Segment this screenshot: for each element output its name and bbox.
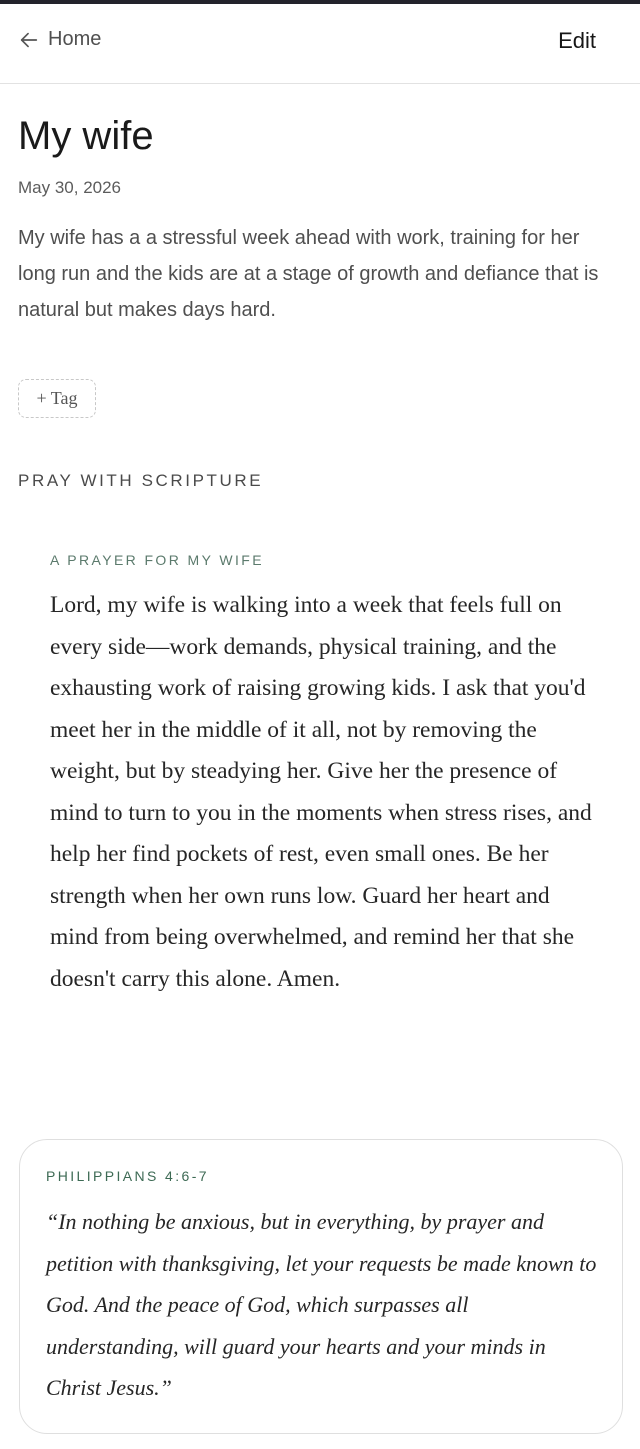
- back-home-link[interactable]: [18, 28, 101, 51]
- top-nav-bar: [0, 4, 640, 84]
- page-title: My wife: [18, 114, 154, 158]
- scripture-reference: PHILIPPIANS 4:6-7: [46, 1168, 209, 1184]
- prayer-text: Lord, my wife is walking into a week that feels full on every side—work demands, physical training, and the exhausting work of raising growing kids. I ask that you'd meet her in the middle of it all, not by removing the weight, but by steadying her. Give her the presence of mind to turn to you in the moments when stress rises, and help her find pockets of rest, even small ones. Be her strength when her own runs low. Guard her heart and mind from being overwhelmed, and remind her that she doesn't carry this alone. Amen.: [50, 592, 592, 992]
- add-tag-button[interactable]: + Tag: [18, 379, 96, 418]
- entry-description: My wife has a a stressful week ahead with work, training for her long run and the kids are at a stage of growth and defiance that is natural but makes days hard.: [18, 227, 599, 321]
- prayer-label: A PRAYER FOR MY WIFE: [50, 552, 264, 568]
- scripture-card: [19, 1139, 623, 1434]
- pray-with-scripture-heading: PRAY WITH SCRIPTURE: [18, 471, 264, 490]
- scripture-text: “In nothing be anxious, but in everything, by prayer and petition with thanksgiving, let your requests be made known to God. And the peace of God, which surpasses all understanding, will guard your hearts and your minds in Christ Jesus.”: [46, 1209, 597, 1400]
- entry-date: May 30, 2026: [18, 178, 122, 197]
- back-home-label: Home: [48, 28, 102, 50]
- arrow-left-icon: [18, 29, 40, 51]
- edit-button[interactable]: Edit: [558, 28, 596, 53]
